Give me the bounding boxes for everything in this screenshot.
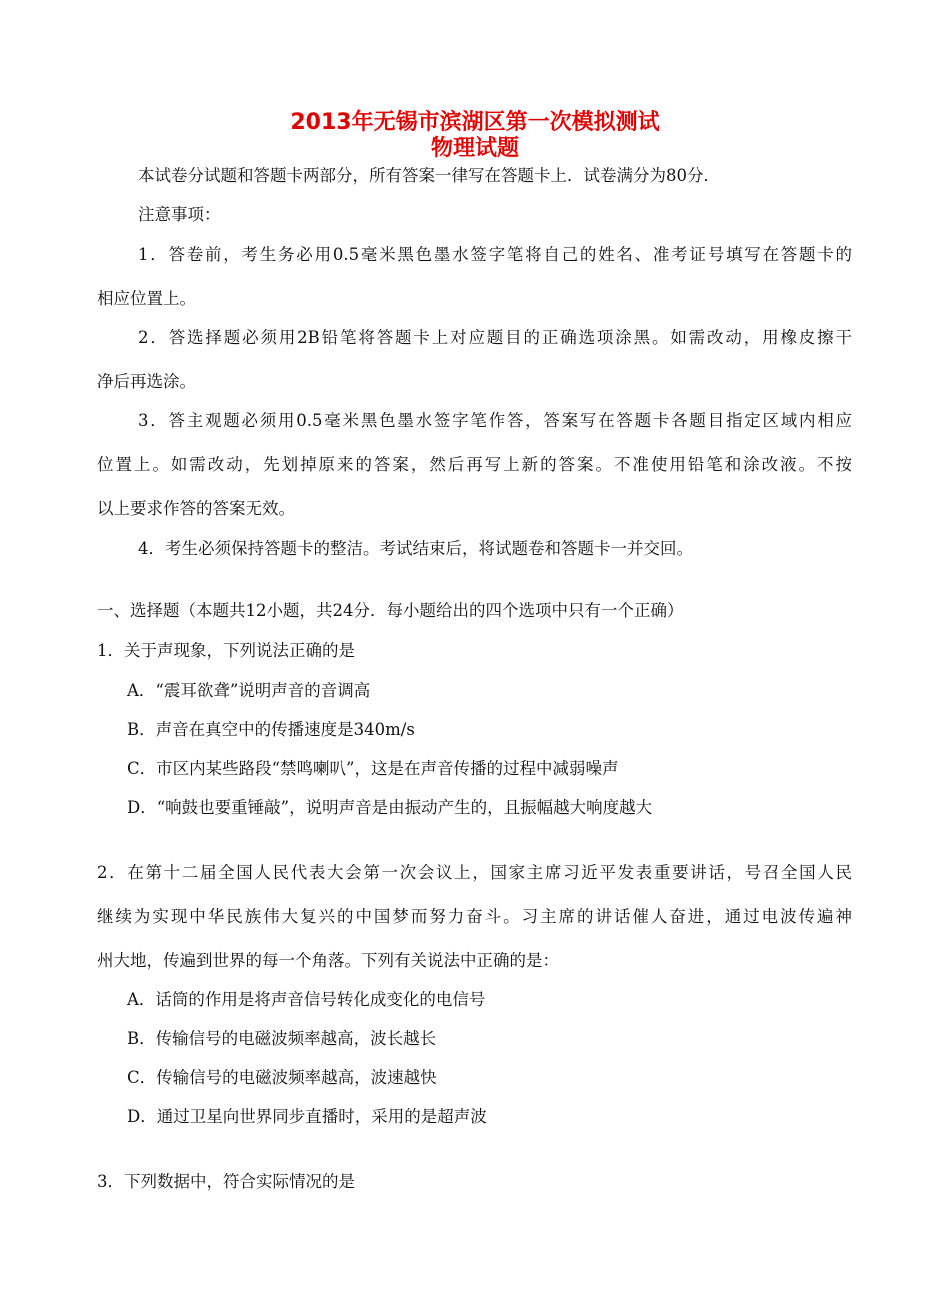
- question-1-option-b: B．声音在真空中的传播速度是340m/s: [127, 720, 415, 739]
- intro-text: 本试卷分试题和答题卡两部分，所有答案一律写在答题卡上．试卷满分为80分．: [138, 166, 720, 185]
- question-2-option-d: D．通过卫星向世界同步直播时，采用的是超声波: [127, 1107, 487, 1126]
- page-subtitle: 物理试题: [430, 136, 519, 161]
- question-3-stem: 3．下列数据中，符合实际情况的是: [97, 1172, 355, 1191]
- note-2-line-2: 净后再选涂。: [97, 372, 196, 391]
- section-heading: 一、选择题（本题共12小题，共24分．每小题给出的四个选项中只有一个正确）: [97, 601, 684, 620]
- question-2-option-c: C．传输信号的电磁波频率越高，波速越快: [127, 1068, 437, 1087]
- question-1-option-d: D．“响鼓也要重锤敲”，说明声音是由振动产生的，且振幅越大响度越大: [127, 798, 653, 817]
- question-2-stem-line-1: 2．在第十二届全国人民代表大会第一次会议上，国家主席习近平发表重要讲话，号召全国人民: [97, 863, 852, 882]
- question-2-option-a: A．话筒的作用是将声音信号转化成变化的电信号: [127, 990, 486, 1009]
- note-2-line-1: 2．答选择题必须用2B铅笔将答题卡上对应题目的正确选项涂黑。如需改动，用橡皮擦干: [138, 328, 852, 347]
- question-2-option-b: B．传输信号的电磁波频率越高，波长越长: [127, 1029, 437, 1048]
- notes-heading: 注意事项：: [138, 205, 221, 224]
- note-1-line-2: 相应位置上。: [97, 289, 196, 308]
- question-1-stem: 1．关于声现象，下列说法正确的是: [97, 641, 355, 660]
- question-1-option-c: C．市区内某些路段“禁鸣喇叭”，这是在声音传播的过程中减弱噪声: [127, 759, 619, 778]
- question-2-stem-line-3: 州大地，传遍到世界的每一个角落。下列有关说法中正确的是：: [97, 951, 559, 970]
- page-title: 2013年无锡市滨湖区第一次模拟测试: [290, 110, 660, 135]
- note-3-line-3: 以上要求作答的答案无效。: [97, 499, 295, 518]
- question-2-stem-line-2: 继续为实现中华民族伟大复兴的中国梦而努力奋斗。习主席的讲话催人奋进，通过电波传遍神: [97, 907, 852, 926]
- note-3-line-2: 位置上。如需改动，先划掉原来的答案，然后再写上新的答案。不准使用铅笔和涂改液。不按: [97, 455, 852, 474]
- note-3-line-1: 3．答主观题必须用0.5毫米黑色墨水签字笔作答，答案写在答题卡各题目指定区域内相应: [138, 411, 852, 430]
- note-1-line-1: 1．答卷前，考生务必用0.5毫米黑色墨水签字笔将自己的姓名、准考证号填写在答题卡的: [138, 245, 852, 264]
- question-1-option-a: A．“震耳欲聋”说明声音的音调高: [127, 681, 371, 700]
- note-4-line-1: 4．考生必须保持答题卡的整洁。考试结束后，将试题卷和答题卡一并交回。: [138, 539, 693, 558]
